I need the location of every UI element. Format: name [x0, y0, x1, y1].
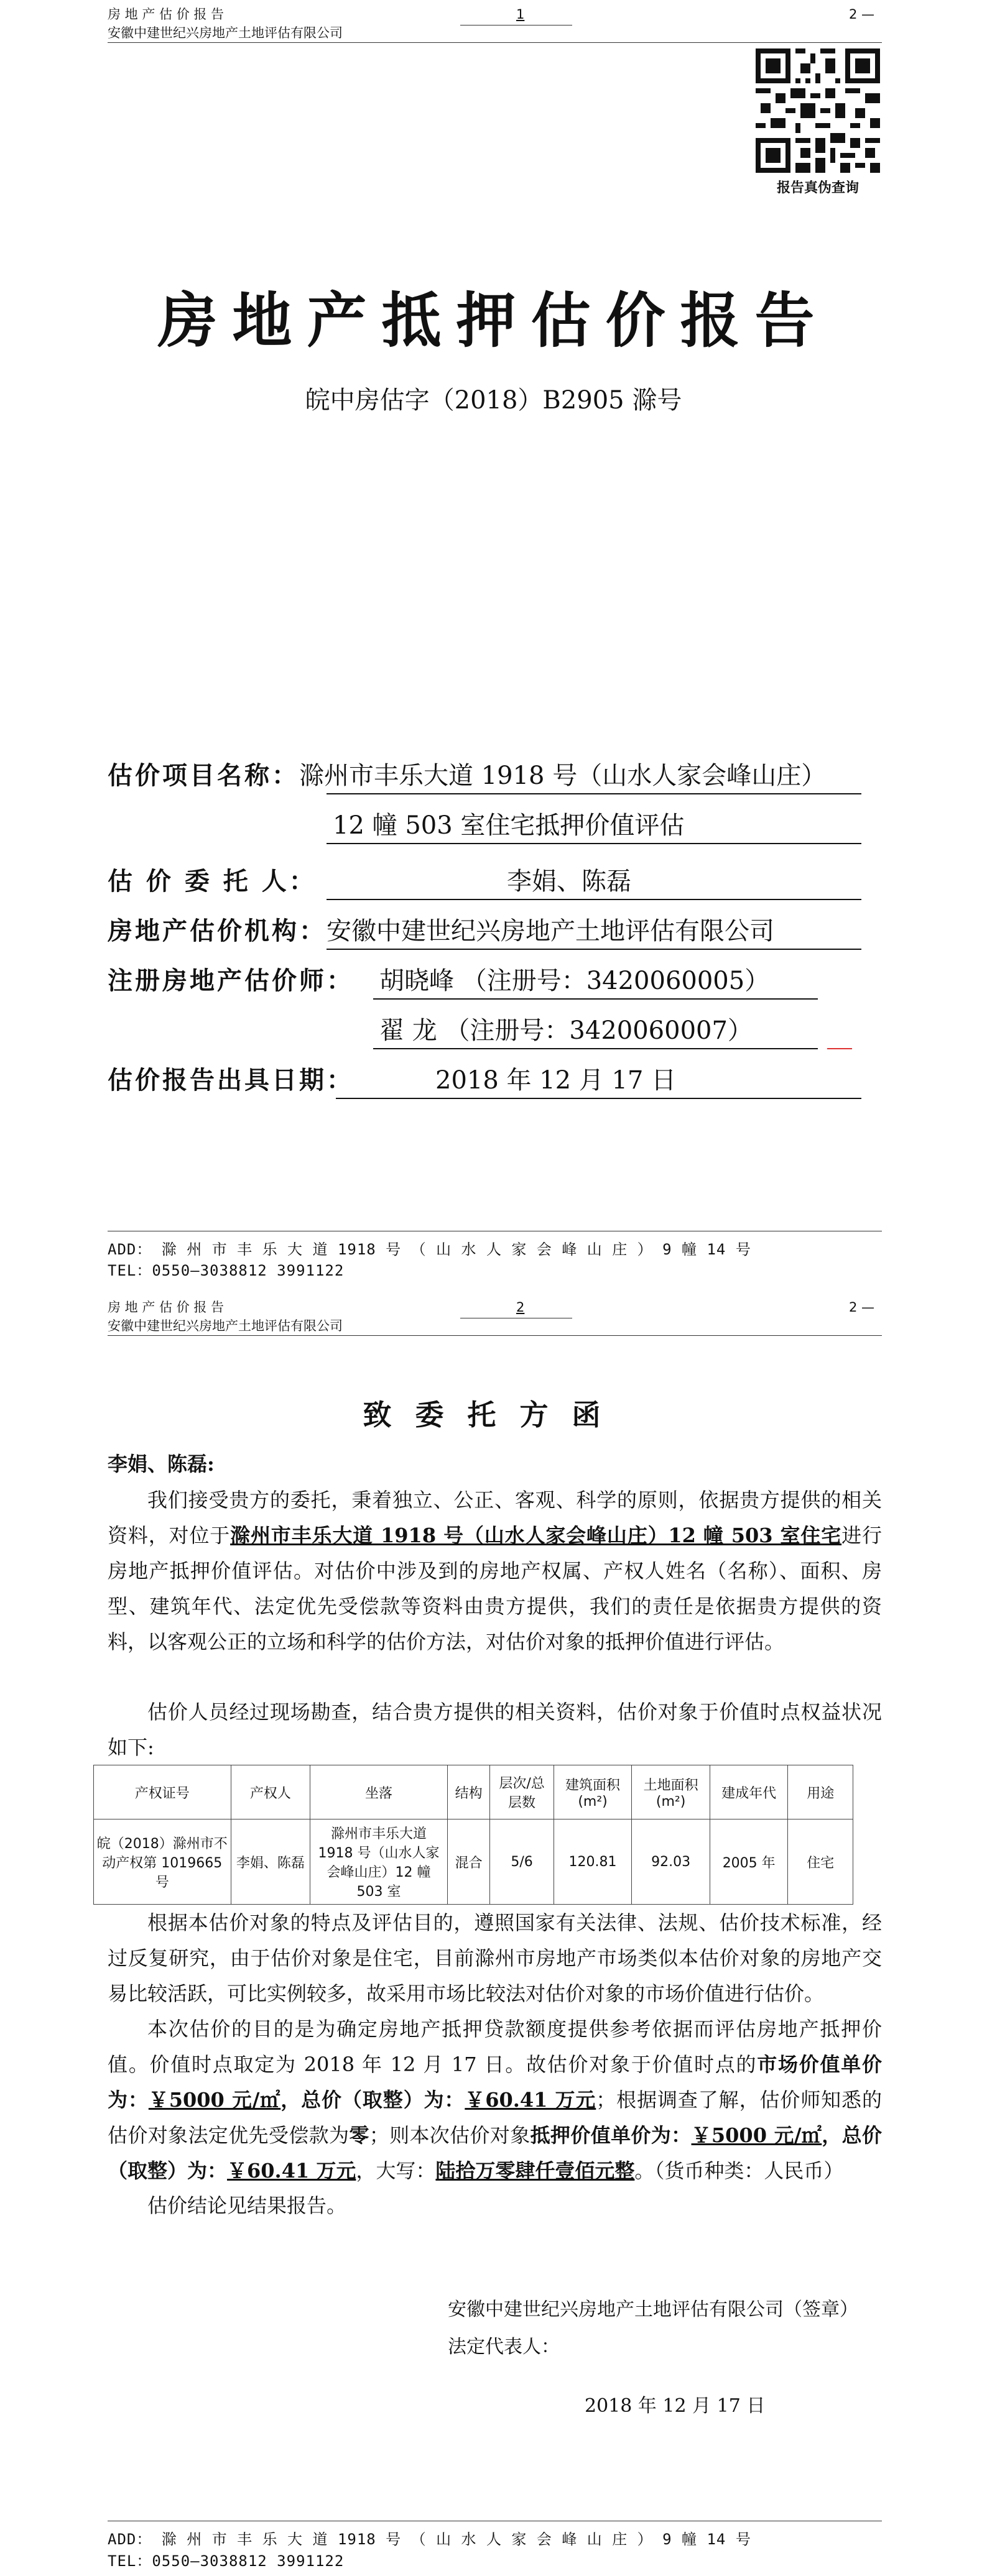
para4-priority-amount: 零: [349, 2123, 369, 2147]
signature-company: 安徽中建世纪兴房地产土地评估有限公司（签章）: [448, 2299, 858, 2321]
agency-underline: [327, 949, 861, 950]
project-label: 估价项目名称：: [108, 761, 299, 790]
table-row: [94, 1819, 853, 1905]
cell-location: 滁州市丰乐大道 1918 号（山水人家会峰山庄）12 幢 503 室: [310, 1819, 448, 1905]
appraiser-1: 胡晓峰 （注册号：3420060005）: [379, 967, 770, 995]
footer-tel: TEL：0550—3038812 3991122: [108, 2552, 345, 2570]
field-appraiser: [108, 964, 354, 998]
para1-address: 滁州市丰乐大道 1918 号（山水人家会峰山庄）12 幢 503 室住宅: [230, 1524, 842, 1547]
para4-market-total: ￥60.41 万元: [465, 2088, 596, 2112]
table-header-row: [94, 1765, 853, 1819]
para4-amount-in-words: 陆拾万零肆仟壹佰元整: [435, 2159, 635, 2183]
para4-text-f: ；根据调查了解，估价师知悉的估价对象法定优先受偿款为: [108, 2088, 882, 2147]
col-floor: 层次/总层数: [490, 1765, 554, 1819]
cell-cert: 皖（2018）滁州市不动产权第 1019665 号: [94, 1819, 231, 1905]
para4-mortgage-total: ￥60.41 万元: [227, 2159, 356, 2183]
cell-floor: 5/6: [490, 1819, 554, 1905]
paragraph-conclusion: 估价结论见结果报告。: [147, 2194, 347, 2217]
footer-tel: TEL：0550—3038812 3991122: [108, 1262, 345, 1279]
col-structure: 结构: [447, 1765, 490, 1819]
appraiser-label: 注册房地产估价师：: [108, 966, 354, 995]
para4-mortgage-unit-price: ￥5000 元/㎡: [691, 2123, 822, 2147]
para4-market-unit-price: ￥5000 元/㎡: [148, 2088, 281, 2112]
para4-currency-note: 。（货币种类：人民币）: [634, 2159, 844, 2183]
qr-code-icon[interactable]: [756, 48, 880, 173]
col-land-area: 土地面积(m²): [632, 1765, 710, 1819]
salutation: 李娟、陈磊:: [108, 1452, 215, 1476]
footer-address: ADD： 滁 州 市 丰 乐 大 道 1918 号 （ 山 水 人 家 会 峰 山 庄 ） 9 幢 14 号: [108, 1241, 751, 1258]
para4-text-m: ，大写：: [356, 2159, 436, 2183]
date-label: 估价报告出具日期：: [108, 1065, 354, 1095]
field-client: [108, 864, 317, 899]
para4-text-a: 本次估价的目的是为确定房地产抵押贷款额度提供参考依据而评估房地产抵押价值。价值时点取定为 2018 年 12 月 17 日。故估价对象于价值时点的: [108, 2017, 882, 2076]
cell-year: 2005 年: [710, 1819, 788, 1905]
agency-label: 房地产估价机构：: [108, 916, 327, 945]
project-underline-2: [327, 843, 861, 844]
header-company: 安徽中建世纪兴房地产土地评估有限公司: [108, 1318, 343, 1333]
appraiser-2: 翟 龙 （注册号：3420060007）: [379, 1016, 753, 1045]
appraiser-1-underline: [373, 998, 818, 1000]
project-value-line2: 12 幢 503 室住宅抵押价值评估: [333, 811, 685, 840]
col-usage: 用途: [788, 1765, 853, 1819]
para4-mortgage-unit-label: 抵押价值单价为：: [530, 2123, 692, 2147]
letter-title: 致委托方函: [363, 1398, 624, 1432]
cell-structure: 混合: [447, 1819, 490, 1905]
appraiser-2-underline: [373, 1048, 818, 1049]
para1-text-c: 进行房地产抵押价值评估。对估价中涉及到的房地产权属、产权人姓名（名称）、面积、房型、建筑年代、法定优先受偿款等资料由贵方提供，我们的责任是依据贵方提供的资料，以客观公正的立场和科学的估价方法，对估价对象的抵押价值进行评估。: [108, 1524, 882, 1654]
field-project: [108, 758, 826, 793]
project-value-line1: 滁州市丰乐大道 1918 号（山水人家会峰山庄）: [299, 761, 827, 790]
paragraph-commission: [108, 1483, 882, 1660]
report-title: 房地产抵押估价报告: [157, 285, 830, 356]
property-info-table: [93, 1765, 853, 1905]
document-number: 皖中房估字（2018）B2905 滁号: [305, 386, 682, 415]
client-underline: [327, 899, 861, 900]
signature-date: 2018 年 12 月 17 日: [585, 2395, 766, 2417]
header-rule: [108, 42, 882, 43]
para4-text-h: ；则本次估价对象: [369, 2123, 531, 2147]
header-company: 安徽中建世纪兴房地产土地评估有限公司: [108, 25, 343, 40]
para4-market-total-label: ，总价（取整）为：: [280, 2088, 465, 2112]
col-owner: 产权人: [231, 1765, 310, 1819]
header-rule: [108, 1335, 882, 1336]
header-page-number: 2: [516, 1300, 525, 1315]
red-mark: [827, 1048, 852, 1049]
cell-land-area: 92.03: [632, 1819, 710, 1905]
col-year: 建成年代: [710, 1765, 788, 1819]
field-agency: [108, 914, 774, 949]
cell-building-area: 120.81: [554, 1819, 632, 1905]
cell-usage: 住宅: [788, 1819, 853, 1905]
header-report-type: 房 地 产 估 价 报 告: [108, 7, 225, 22]
client-value: 李娟、陈磊: [507, 867, 631, 896]
field-date: [108, 1063, 354, 1098]
client-label: 估 价 委 托 人：: [108, 867, 317, 896]
date-value: 2018 年 12 月 17 日: [435, 1066, 677, 1095]
project-underline: [327, 793, 861, 794]
col-cert: 产权证号: [94, 1765, 231, 1819]
agency-value: 安徽中建世纪兴房地产土地评估有限公司: [327, 917, 774, 945]
header-report-type: 房 地 产 估 价 报 告: [108, 1300, 225, 1315]
date-underline: [336, 1098, 861, 1099]
para4-market-unit-label: 市场价值单价为：: [108, 2053, 882, 2112]
paragraph-value: [108, 2012, 882, 2189]
col-building-area: 建筑面积(m²): [554, 1765, 632, 1819]
header-page-number: 1: [516, 7, 525, 22]
para4-mortgage-total-label: ，总价（取整）为：: [108, 2123, 882, 2183]
footer-address: ADD： 滁 州 市 丰 乐 大 道 1918 号 （ 山 水 人 家 会 峰 山 庄 ） 9 幢 14 号: [108, 2531, 751, 2548]
signature-representative: 法定代表人：: [448, 2336, 560, 2358]
qr-caption: 报告真伪查询: [776, 180, 859, 196]
cell-owner: 李娟、陈磊: [231, 1819, 310, 1905]
header-page-total: 2 —: [849, 1300, 875, 1315]
paragraph-method: 根据本估价对象的特点及评估目的，遵照国家有关法律、法规、估价技术标准，经过反复研究，由于估价对象是住宅，目前滁州市房地产市场类似本估价对象的房地产交易比较活跃，可比实例较多，故采用市场比较法对估价对象的市场价值进行估价。: [108, 1911, 882, 2005]
col-location: 坐落: [310, 1765, 448, 1819]
paragraph-survey: 估价人员经过现场勘查，结合贵方提供的相关资料，估价对象于价值时点权益状况如下:: [108, 1700, 882, 1759]
header-page-total: 2 —: [849, 7, 875, 22]
para1-text-a: 我们接受贵方的委托，秉着独立、公正、客观、科学的原则，依据贵方提供的相关资料，对位于: [108, 1488, 882, 1547]
